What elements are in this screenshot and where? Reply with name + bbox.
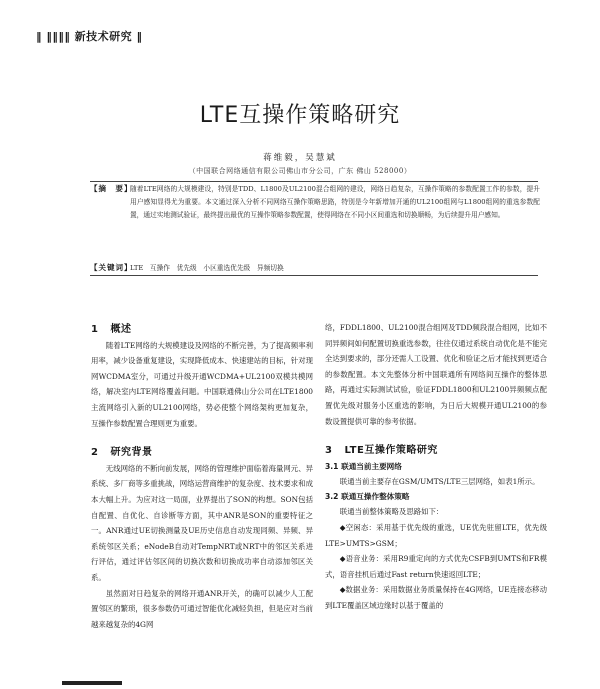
section-1-number: 1 (91, 324, 99, 335)
keywords-label: 【关键词】 (90, 263, 133, 272)
subsection-3-2-paragraph: 联通当前整体策略及思路如下： (339, 507, 444, 517)
section-2-number: 2 (91, 447, 99, 459)
page-footer-mark (62, 681, 122, 685)
continued-paragraph: 络，FDDL1800、UL2100混合组网及TDD频段混合组网，比如不同异频间如何配置切换重选参数，往往仅通过系统自动优化是不能完全达到要求的，部分还需人工设置、优化和验证之后才能找到更适合的参数配置。本文先整体分析中国联通所有网络间互操作的整体思路，再通过实际测试试验，验证FDDL1800和UL2100异频频点配置优先级对服务小区重选的影响，为日后大规模开通UL2100的参数设置提供可靠的参考依据。 (325, 323, 547, 426)
subsection-3-1-paragraph: 联通当前主要存在GSM/UMTS/LTE三层网络，如表1所示。 (339, 476, 540, 486)
section-3-title: LTE互操作策略研究 (344, 445, 438, 457)
abstract-bottom-rule (90, 275, 538, 276)
subsection-3-1-heading: 3.1 联通当前主要网络 (325, 461, 402, 471)
section-1-heading (91, 322, 313, 338)
section-2-heading (91, 445, 313, 461)
section-2-title: 研究背景 (110, 447, 153, 459)
article-title: LTE互操作策略研究 (199, 103, 401, 128)
section-2-paragraph-2: 虽然面对日趋复杂的网络开通ANR开关，的确可以减少人工配置邻区的繁琐，很多参数仍可通过智能优化减轻负担，但是应对当前越来越复杂的4G网 (91, 588, 313, 629)
bullet-idle: ◆空闲态：采用基于优先级的重选，UE优先驻留LTE，优先级LTE>UMTS>GSM； (325, 522, 547, 548)
section-tag: ‖ ‖‖‖‖ 新技术研究 ‖ (36, 30, 143, 43)
section-3-heading (325, 443, 547, 459)
bullet-data: ◆数据业务：采用数据业务质量保持在4G网络，UE连接态移动到LTE覆盖区域边缘时以基于覆盖的 (325, 585, 547, 610)
section-1-title: 概述 (110, 324, 132, 335)
abstract-label: 【摘 要】 (90, 184, 133, 193)
subsection-3-2-heading: 3.2 联通互操作整体策略 (325, 492, 410, 502)
left-column (91, 322, 313, 632)
abstract-top-rule (90, 181, 538, 182)
right-column (325, 320, 547, 614)
section-2-paragraph-1: 无线网络的不断向前发展，网络的管理维护面临着海量网元、异系统、多厂商等多重挑战，网络运营商维护的复杂度、技术要求和成本大幅上升。为应对这一局面，业界提出了SON的构想。SON包括自配置、自优化、自诊断等方面，其中ANR是SON的重要特征之一。ANR通过UE切换测量及UE历史信息自动发现同频、异频、异系统邻区关系；eNodeB自动对TempNRT或NRT中的邻区关系进行评估，通过评估邻区间的切换次数和切换成功率自动添加邻区关系。 (91, 463, 313, 582)
section-3-number: 3 (325, 445, 333, 457)
abstract-text: 随着LTE网络的大规模建设，特别是TDD、L1800及UL2100混合组网的建设，网络日趋复杂，互操作策略的参数配置工作的参数，提升用户感知显得尤为重要。本文通过深入分析不同网络互操作策略思路，特别是今年新增加开通的UL2100组网与L1800组网的重选参数配置，通过实地测试验证，最终提出最优的互操作策略参数配置，使得网络在不同小区间重选和切换顺畅，为后续提升用户感知。 (130, 185, 540, 219)
bullet-voice: ◆语音业务：采用R9重定向的方式优先CSFB到UMTS和FR模式，语音挂机后通过Fast return快速返回LTE； (325, 554, 547, 579)
section-1-paragraph: 随着LTE网络的大规模建设及网络的不断完善，为了提高频率利用率，减少设备重复建设，实现降低成本、快速建站的目标，针对现网WCDMA室分，可通过升级开通WCDMA+UL2100双模共模网络，解决室内LTE网络覆盖问题。中国联通佛山分公司在LTE1800主流网络引入新的UL2100网络，势必使整个网络架构更加复杂，互操作参数配置合理则更为重要。 (91, 340, 313, 428)
article-authors: 蒋维毅，吴慧斌 (263, 153, 337, 163)
article-affiliation: （中国联合网络通信有限公司佛山市分公司，广东 佛山 528000） (188, 167, 412, 175)
keywords-text: LTE 互操作 优先级 小区重选优先级 异频切换 (130, 264, 284, 272)
